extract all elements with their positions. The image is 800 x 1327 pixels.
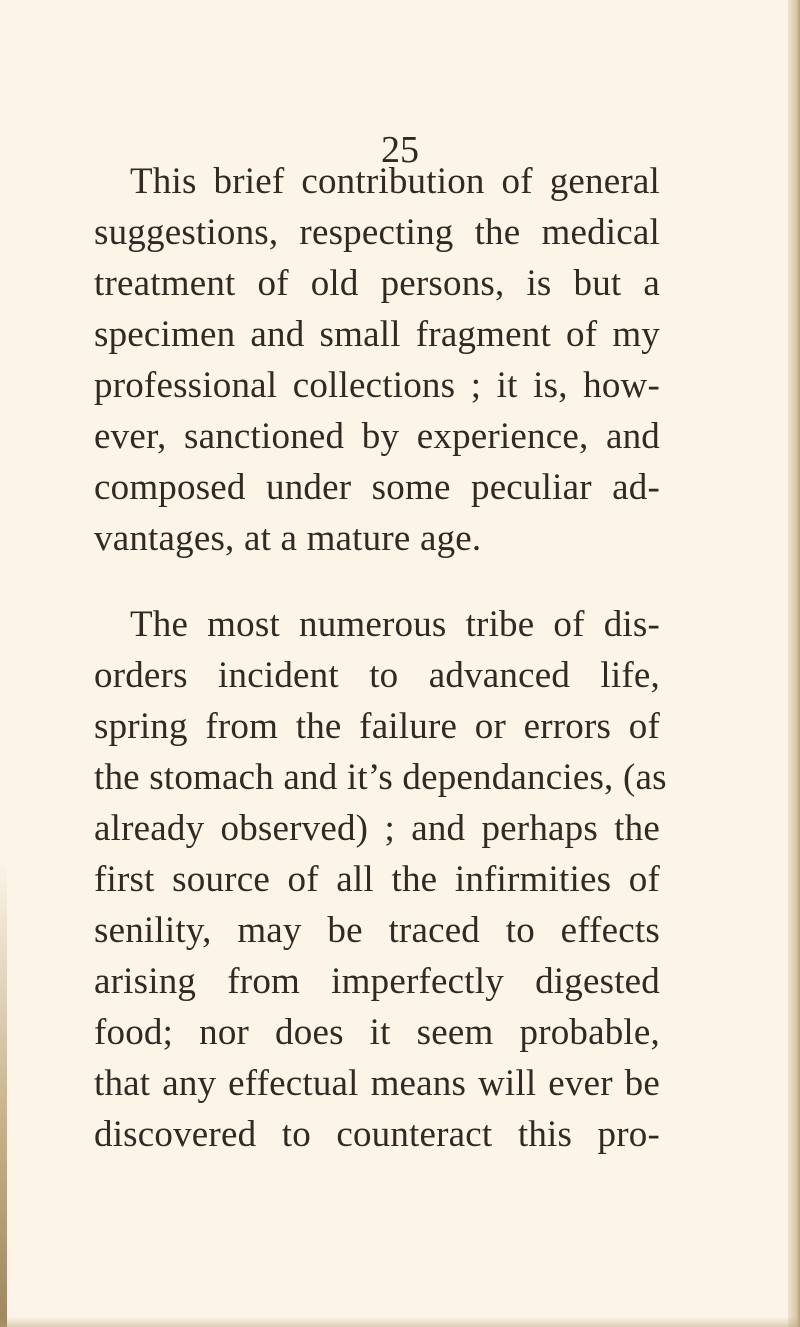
text-line: treatment of old persons, is but a <box>94 263 660 304</box>
text-line: professional collections ; it is, how- <box>94 365 660 406</box>
text-line: the stomach and it’s dependancies, (as <box>94 757 667 798</box>
text-line: already observed) ; and perhaps the <box>94 808 660 849</box>
text-line: composed under some peculiar ad- <box>94 467 660 508</box>
page-number: 25 <box>381 129 419 171</box>
right-page-edge <box>788 0 800 1327</box>
text-line: The most numerous tribe of dis- <box>130 604 660 645</box>
text-line: This brief contribution of general <box>130 161 660 202</box>
bottom-page-edge <box>0 1317 800 1327</box>
left-page-edge <box>0 860 7 1327</box>
text-line: food; nor does it seem probable, <box>94 1012 660 1053</box>
text-line: suggestions, respecting the medical <box>94 212 660 253</box>
text-line: spring from the failure or errors of <box>94 706 660 747</box>
text-line: discovered to counteract this pro- <box>94 1114 660 1155</box>
text-line: first source of all the infirmities of <box>94 859 660 900</box>
text-line: arising from imperfectly digested <box>94 961 660 1002</box>
text-line: ever, sanctioned by experience, and <box>94 416 660 457</box>
text-line: that any effectual means will ever be <box>94 1063 660 1104</box>
text-line: specimen and small fragment of my <box>94 314 660 355</box>
text-line: orders incident to advanced life, <box>94 655 660 696</box>
text-line: vantages, at a mature age. <box>94 518 482 559</box>
text-line: senility, may be traced to effects <box>94 910 660 951</box>
